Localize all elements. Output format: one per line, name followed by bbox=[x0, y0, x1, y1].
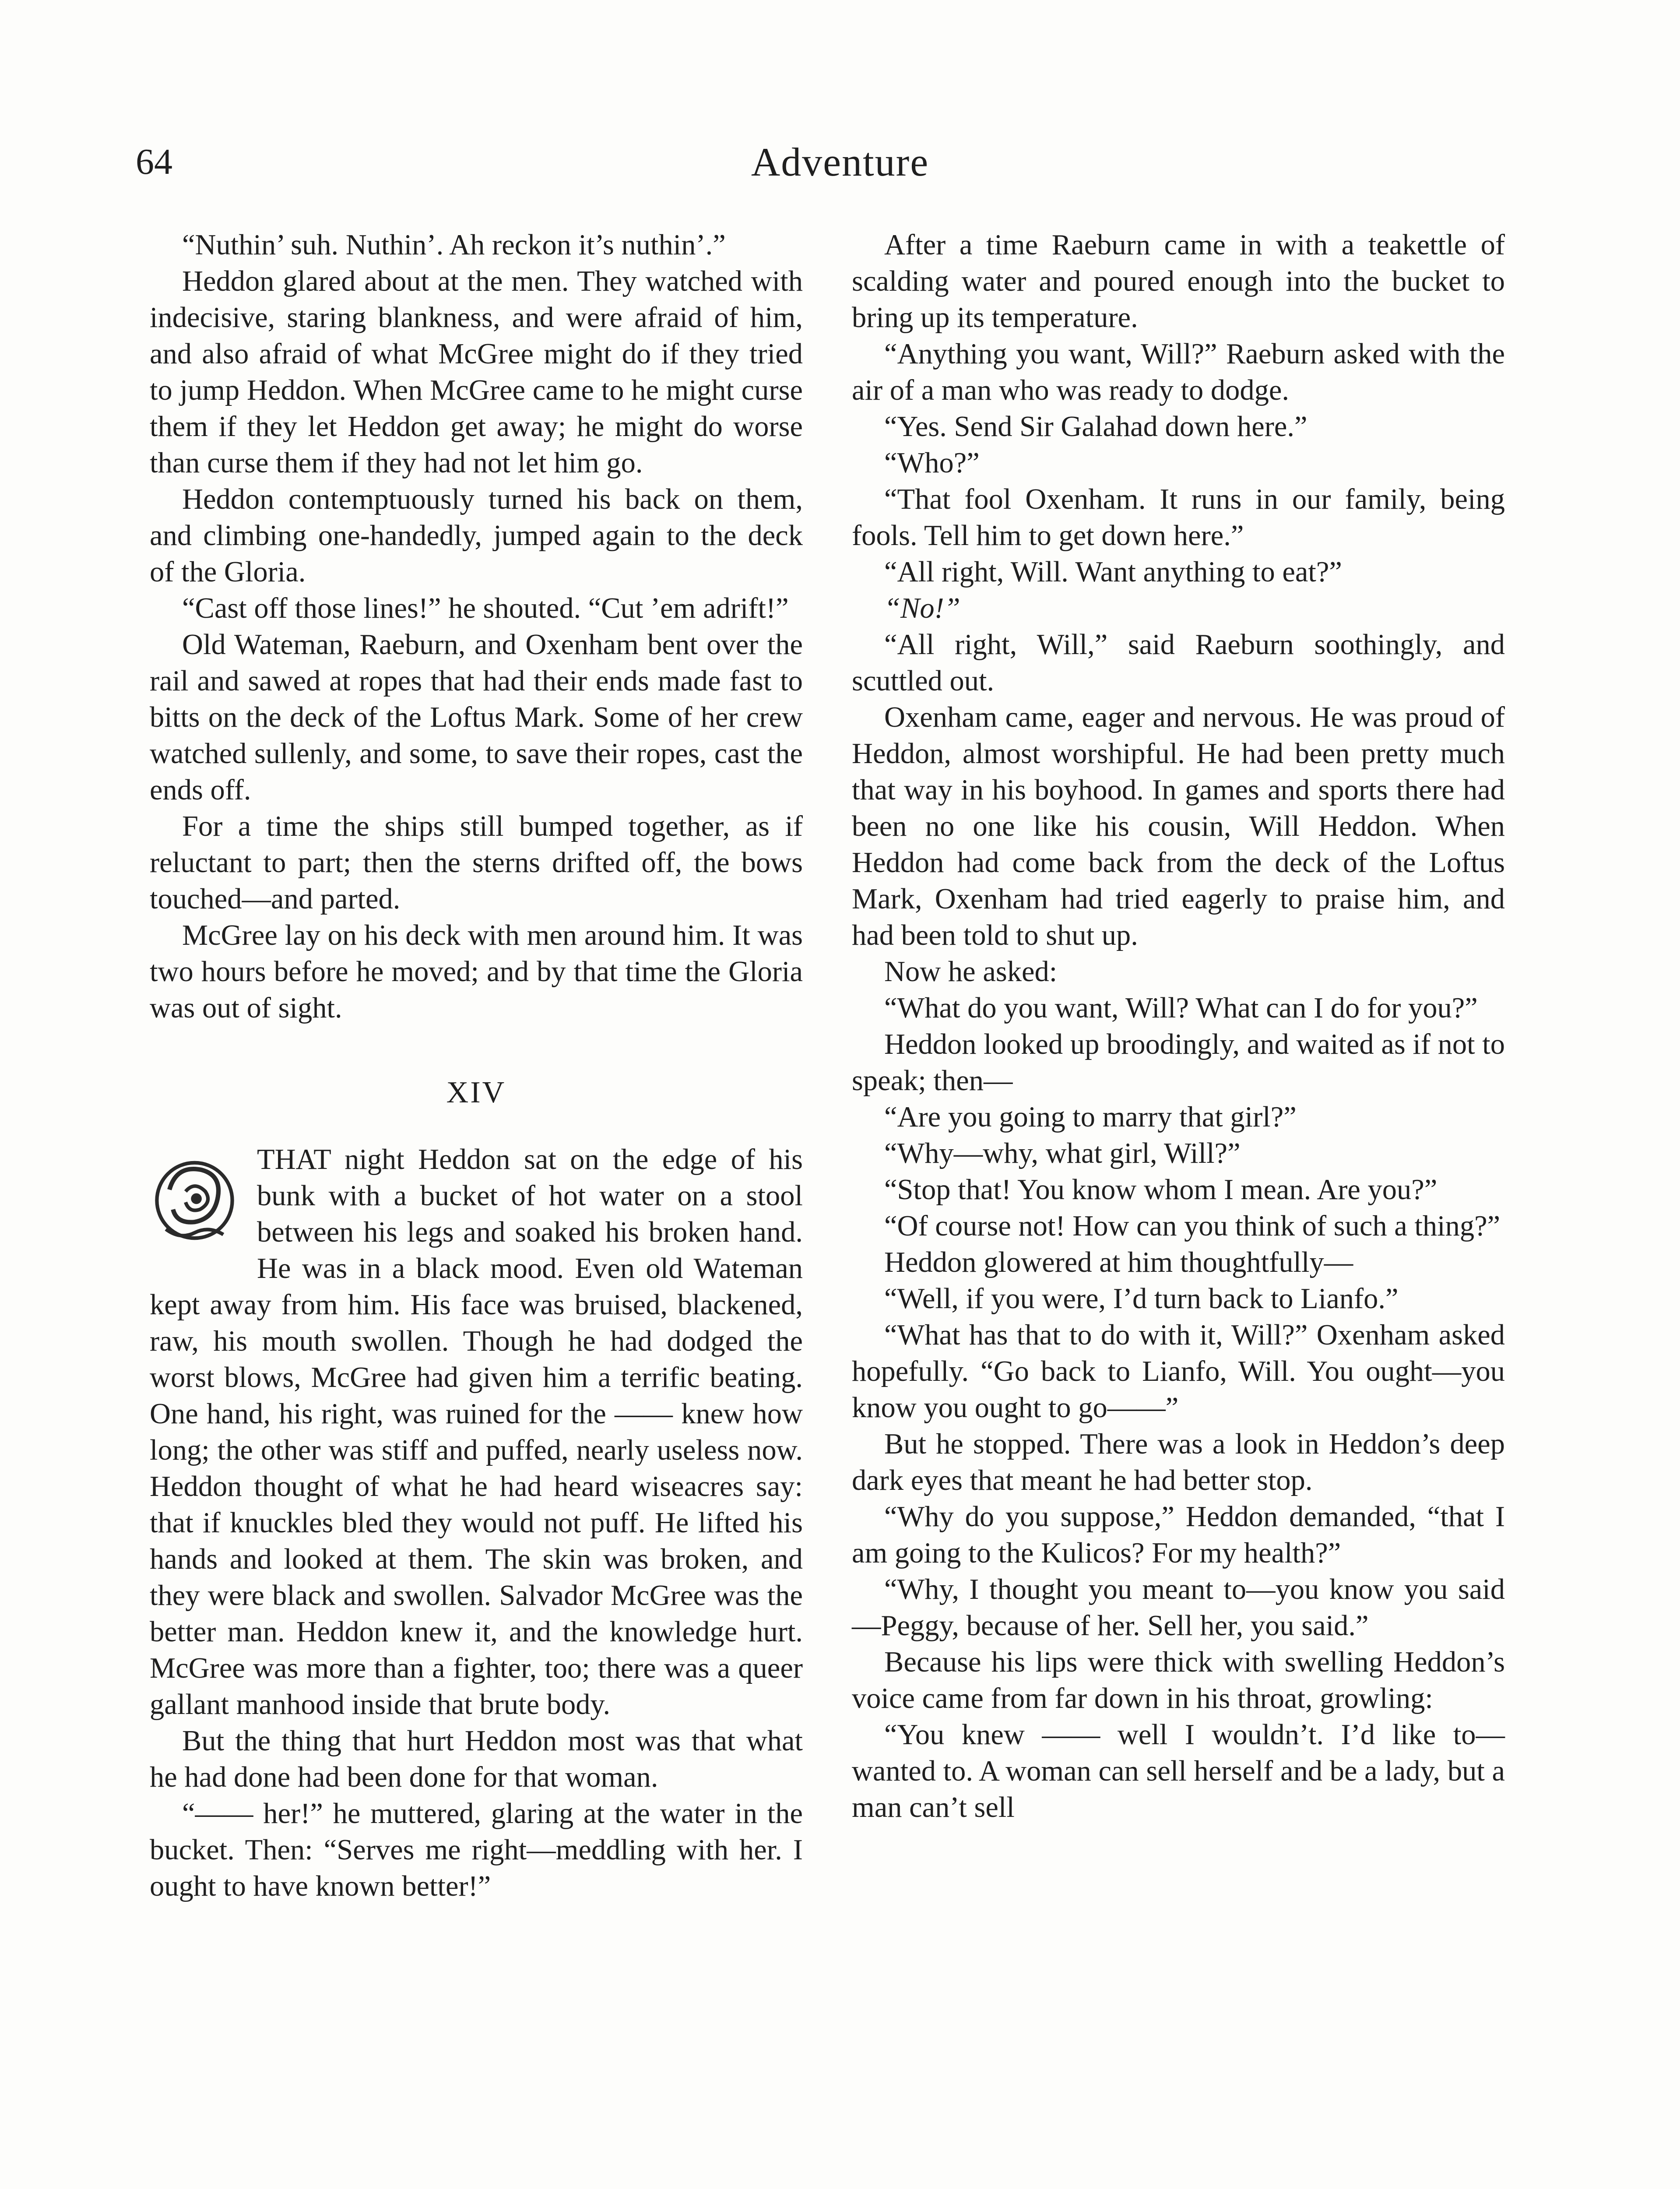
paragraph: “Nuthin’ suh. Nuthin’. Ah reckon it’s nuthin’.” bbox=[182, 229, 726, 261]
paragraph: “—— her!” he muttered, glaring at the water in the bucket. Then: “Serves me right—meddling with her. I ought to have known better!” bbox=[150, 1798, 803, 1902]
right-column bbox=[852, 227, 1505, 1826]
paragraph: “Of course not! How can you think of such a thing?” bbox=[884, 1210, 1501, 1242]
paragraph: After a time Raeburn came in with a teakettle of scalding water and poured enough into the bucket to bring up its temperature. bbox=[852, 229, 1505, 334]
page-number: 64 bbox=[136, 141, 172, 182]
paragraph: “All right, Will,” said Raeburn soothingly, and scuttled out. bbox=[852, 629, 1505, 697]
paragraph: “Stop that! You know whom I mean. Are you?” bbox=[884, 1174, 1437, 1206]
paragraph: Heddon looked up broodingly, and waited as if not to speak; then— bbox=[852, 1028, 1505, 1097]
paragraph: “Why do you suppose,” Heddon demanded, “that I am going to the Kulicos? For my health?” bbox=[852, 1501, 1505, 1569]
paragraph: “Anything you want, Will?” Raeburn asked with the air of a man who was ready to dodge. bbox=[852, 338, 1505, 406]
paragraph: Old Wateman, Raeburn, and Oxenham bent over the rail and sawed at ropes that had their ends made fast to bitts on the deck of the Loftus Mark. Some of her crew watched sullenly, and some, to save their ropes, cast the ends off. bbox=[150, 629, 803, 806]
running-title: Adventure bbox=[751, 140, 929, 184]
paragraph: “All right, Will. Want anything to eat?” bbox=[884, 556, 1342, 588]
paragraph: “Are you going to marry that girl?” bbox=[884, 1101, 1297, 1133]
paragraph: “Why—why, what girl, Will?” bbox=[884, 1137, 1241, 1169]
paragraph: “That fool Oxenham. It runs in our family, being fools. Tell him to get down here.” bbox=[852, 483, 1505, 552]
paragraph: Now he asked: bbox=[884, 956, 1058, 988]
dropcap-paragraph: THAT night Heddon sat on the edge of his bunk with a bucket of hot water on a stool between his legs and soaked his broken hand. He was in a black mood. Even old Wateman kept away from him. His face was bruised, blackened, raw, his mouth swollen. Though he had dodged the worst blows, McGree had given him a terrific beating. One hand, his right, was ruined for the —— knew how long; the other was stiff and puffed, nearly useless now. Heddon thought of what he had heard wiseacres say: that if knuckles bled they would not puff. He lifted his hands and looked at them. The skin was broken, and they were black and swollen. Salvador McGree was the better man. Heddon knew it, and the knowledge hurt. McGree was more than a fighter, too; there was a queer gallant manhood inside that brute body. bbox=[150, 1144, 803, 1721]
paragraph: “No!” bbox=[884, 592, 960, 624]
paragraph: Heddon glowered at him thoughtfully— bbox=[884, 1246, 1353, 1278]
paragraph: But the thing that hurt Heddon most was that what he had done had been done for that woman. bbox=[150, 1725, 803, 1793]
chapter-heading: XIV bbox=[446, 1076, 506, 1109]
paragraph: Oxenham came, eager and nervous. He was proud of Heddon, almost worshipful. He had been pretty much that way in his boyhood. In games and sports there had been no one like his cousin, Will Heddon. When Heddon had come back from the deck of the Loftus Mark, Oxenham had tried eagerly to praise him, and had been told to shut up. bbox=[852, 701, 1505, 951]
paragraph: Because his lips were thick with swelling Heddon’s voice came from far down in his throat, growling: bbox=[852, 1646, 1505, 1714]
paragraph: Heddon contemptuously turned his back on them, and climbing one-handedly, jumped again to the deck of the Gloria. bbox=[150, 483, 803, 588]
paragraph: But he stopped. There was a look in Heddon’s deep dark eyes that meant he had better stop. bbox=[852, 1428, 1505, 1496]
left-column bbox=[150, 227, 803, 1904]
paragraph: “Cast off those lines!” he shouted. “Cut ’em adrift!” bbox=[182, 592, 789, 624]
paragraph: “Well, if you were, I’d turn back to Lianfo.” bbox=[884, 1283, 1399, 1315]
paragraph: “Why, I thought you meant to—you know you said—Peggy, because of her. Sell her, you said.” bbox=[852, 1573, 1505, 1642]
dropcap-section bbox=[150, 1141, 803, 1723]
page-header bbox=[0, 140, 1680, 201]
paragraph: Heddon glared about at the men. They watched with indecisive, staring blankness, and were afraid of him, and also afraid of what McGree might do if they tried to jump Heddon. When McGree came to he might curse them if they let Heddon get away; he might do worse than curse them if they had not let him go. bbox=[150, 265, 803, 479]
paragraph: McGree lay on his deck with men around him. It was two hours before he moved; and by that time the Gloria was out of sight. bbox=[150, 919, 803, 1024]
paragraph: For a time the ships still bumped together, as if reluctant to part; then the sterns drifted off, the bows touched—and parted. bbox=[150, 810, 803, 915]
paragraph: “You knew —— well I wouldn’t. I’d like to—wanted to. A woman can sell herself and be a lady, but a man can’t sell bbox=[852, 1719, 1505, 1823]
paragraph: “What has that to do with it, Will?” Oxenham asked hopefully. “Go back to Lianfo, Will. You ought—you know you ought to go——” bbox=[852, 1319, 1505, 1424]
paragraph: “Yes. Send Sir Galahad down here.” bbox=[884, 411, 1307, 443]
paragraph: “What do you want, Will? What can I do for you?” bbox=[884, 992, 1478, 1024]
ornamental-dropcap-icon bbox=[150, 1146, 239, 1255]
paragraph: “Who?” bbox=[884, 447, 980, 479]
